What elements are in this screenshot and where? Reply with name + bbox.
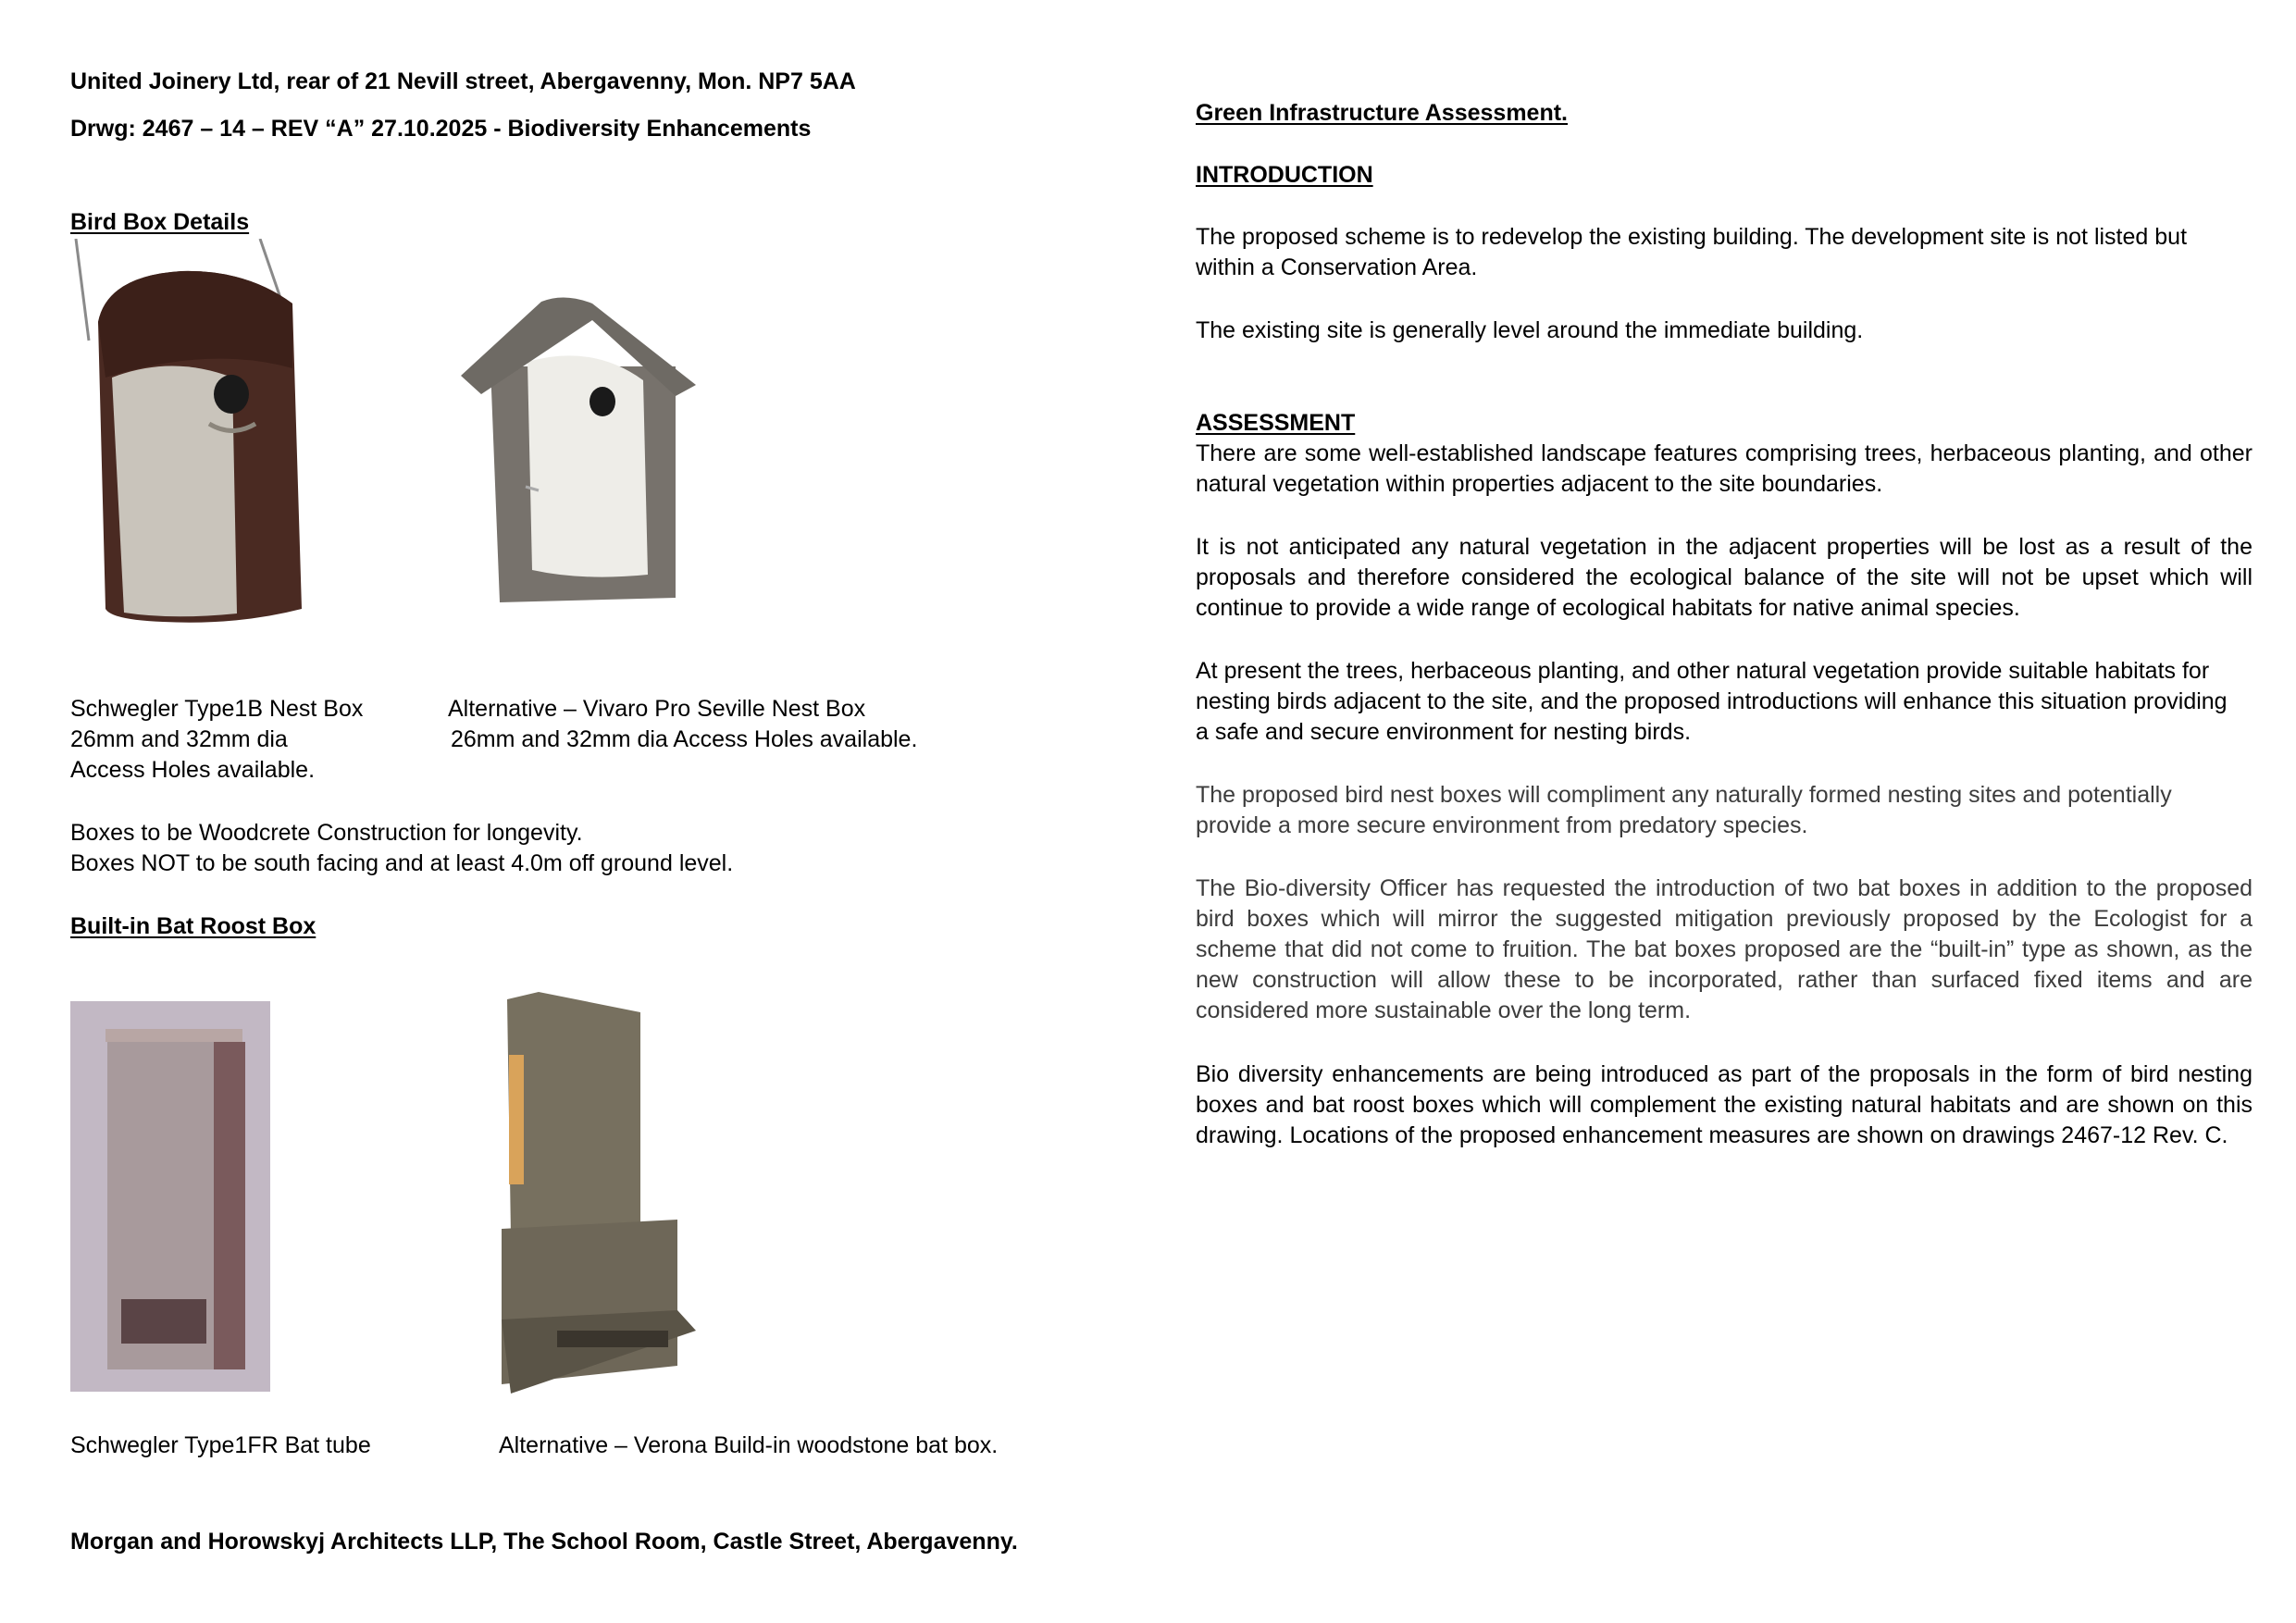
caption-line: Access Holes available. [70, 757, 316, 783]
schwegler-type1b-nest-box-image [70, 239, 311, 627]
vivaro-nest-box-caption [448, 694, 917, 755]
schwegler-nest-box-caption [70, 694, 363, 786]
verona-label-sticker [509, 1055, 524, 1184]
seville-box-front-white [527, 355, 648, 576]
assessment-title: Green Infrastructure Assessment. [1196, 100, 1569, 126]
bird-box-notes [70, 818, 733, 879]
introduction-heading: INTRODUCTION [1196, 162, 1373, 188]
verona-top-slab [507, 992, 640, 1236]
intro-paragraph-2: The existing site is generally level around the immediate building. [1196, 317, 1864, 343]
vivaro-seville-nest-box-image [453, 292, 713, 607]
caption-line: 26mm and 32mm dia Access Holes available. [451, 726, 918, 752]
caption-line: 26mm and 32mm dia [70, 726, 288, 752]
caption-line: Schwegler Type1B Nest Box [70, 696, 364, 722]
nest-box-entrance-hole [214, 375, 249, 414]
bat-tube-side [214, 1042, 245, 1369]
caption-line: Alternative – Vivaro Pro Seville Nest Box [448, 696, 866, 722]
hanging-wire-left [76, 239, 89, 341]
assessment-paragraph-1: There are some well-established landscape features comprising trees, herbaceous planting, and other natural vegetation within properties adjacent to the site boundaries. [1196, 440, 2253, 497]
assessment-paragraph-4: The proposed bird nest boxes will compliment any naturally formed nesting sites and potentially provide a more secure environment from predatory species. [1196, 782, 2172, 838]
verona-bat-box-image [492, 986, 709, 1394]
bat-tube-top [105, 1029, 242, 1042]
assessment-heading: ASSESSMENT [1196, 410, 1356, 436]
bird-box-heading: Bird Box Details [70, 209, 250, 235]
schwegler-bat-tube-image [70, 1001, 270, 1392]
assessment-paragraph-3: At present the trees, herbaceous planting, and other natural vegetation provide suitable habitats for nesting birds adjacent to the site, and the proposed introductions will enhance this situation providing a safe and secure environment for nesting birds. [1196, 658, 2228, 745]
seville-box-entrance-hole [590, 387, 615, 416]
architect-footer: Morgan and Horowskyj Architects LLP, The School Room, Castle Street, Abergavenny. [70, 1529, 1018, 1555]
schwegler-bat-tube-caption: Schwegler Type1FR Bat tube [70, 1432, 371, 1458]
drawing-reference: Drwg: 2467 – 14 – REV “A” 27.10.2025 - Biodiversity Enhancements [70, 116, 812, 142]
intro-paragraph-1: The proposed scheme is to redevelop the existing building. The development site is not listed but within a Conservation Area. [1196, 224, 2188, 280]
assessment-paragraph-5: The Bio-diversity Officer has requested the introduction of two bat boxes in addition to the proposed bird boxes which will mirror the suggested mitigation previously proposed by the Ecologist for a scheme that did not come to fruition. The bat boxes proposed are the “built-in” type as shown, as the new construction will allow these to be incorporated, rather than surfaced fixed items and are considered more sustainable over the long term. [1196, 875, 2253, 1023]
assessment-paragraph-2: It is not anticipated any natural vegetation in the adjacent properties will be lost as a result of the proposals and therefore considered the ecological balance of the site will not be upset which will continue to provide a wide range of ecological habitats for native animal species. [1196, 534, 2253, 621]
bat-tube-entrance-slot [121, 1299, 206, 1344]
verona-entrance-slot [557, 1331, 668, 1347]
note-line: Boxes NOT to be south facing and at least 4.0m off ground level. [70, 850, 734, 876]
assessment-paragraph-6: Bio diversity enhancements are being introduced as part of the proposals in the form of bird nesting boxes and bat roost boxes which will complement the existing natural habitats and are shown on this drawing. Locations of the proposed enhancement measures are shown on drawings 2467-12 Rev. C. [1196, 1061, 2253, 1148]
bat-box-heading: Built-in Bat Roost Box [70, 913, 316, 939]
site-address: United Joinery Ltd, rear of 21 Nevill street, Abergavenny, Mon. NP7 5AA [70, 68, 856, 94]
verona-bat-box-caption: Alternative – Verona Build-in woodstone bat box. [499, 1432, 999, 1458]
note-line: Boxes to be Woodcrete Construction for longevity. [70, 820, 583, 846]
